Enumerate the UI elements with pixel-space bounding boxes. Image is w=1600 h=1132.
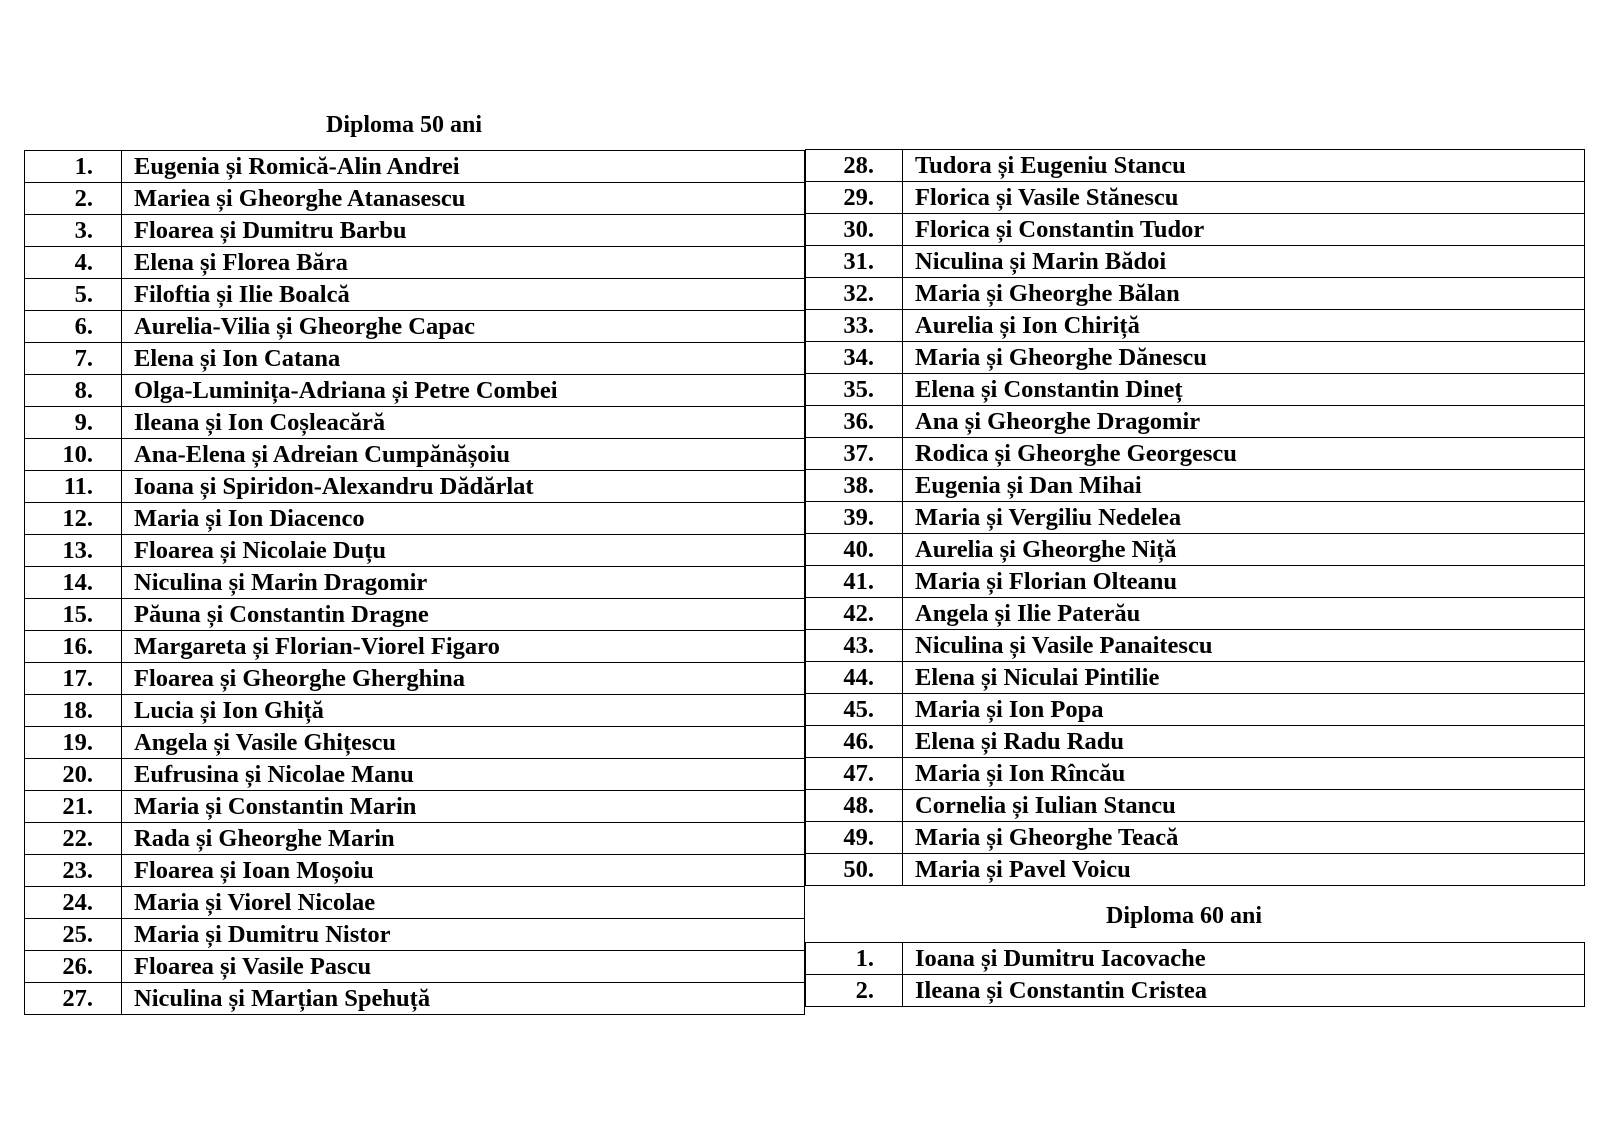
- couple-name: Floarea și Nicolaie Duțu: [122, 535, 805, 567]
- table-row: [806, 822, 1585, 854]
- row-number: 5.: [25, 279, 122, 311]
- couple-name: Angela și Ilie Paterău: [903, 598, 1585, 630]
- row-number: 36.: [806, 406, 903, 438]
- couple-name: Aurelia-Vilia și Gheorghe Capac: [122, 311, 805, 343]
- couple-name: Floarea și Vasile Pascu: [122, 951, 805, 983]
- diploma-50-table-left: [24, 150, 805, 1015]
- table-row: [806, 726, 1585, 758]
- couple-name: Olga-Luminița-Adriana și Petre Combei: [122, 375, 805, 407]
- row-number: 21.: [25, 791, 122, 823]
- couple-name: Maria și Viorel Nicolae: [122, 887, 805, 919]
- couple-name: Filoftia și Ilie Boalcă: [122, 279, 805, 311]
- row-number: 40.: [806, 534, 903, 566]
- row-number: 34.: [806, 342, 903, 374]
- row-number: 46.: [806, 726, 903, 758]
- couple-name: Angela și Vasile Ghițescu: [122, 727, 805, 759]
- couple-name: Rada și Gheorghe Marin: [122, 823, 805, 855]
- row-number: 16.: [25, 631, 122, 663]
- couple-name: Elena și Niculai Pintilie: [903, 662, 1585, 694]
- table-row: [806, 630, 1585, 662]
- row-number: 11.: [25, 471, 122, 503]
- row-number: 37.: [806, 438, 903, 470]
- couple-name: Maria și Ion Rîncău: [903, 758, 1585, 790]
- table-row: [25, 663, 805, 695]
- couple-name: Ana-Elena și Adreian Cumpănășoiu: [122, 439, 805, 471]
- row-number: 23.: [25, 855, 122, 887]
- couple-name: Niculina și Marin Bădoi: [903, 246, 1585, 278]
- table-row: [25, 439, 805, 471]
- couple-name: Eugenia și Romică-Alin Andrei: [122, 151, 805, 183]
- row-number: 43.: [806, 630, 903, 662]
- couple-name: Ioana și Dumitru Iacovache: [903, 943, 1585, 975]
- row-number: 14.: [25, 567, 122, 599]
- table-row: [806, 246, 1585, 278]
- couple-name: Lucia și Ion Ghiță: [122, 695, 805, 727]
- table-row: [806, 470, 1585, 502]
- couple-name: Eufrusina și Nicolae Manu: [122, 759, 805, 791]
- couple-name: Floarea și Dumitru Barbu: [122, 215, 805, 247]
- couple-name: Margareta și Florian-Viorel Figaro: [122, 631, 805, 663]
- table-row: [806, 406, 1585, 438]
- table-row: [806, 943, 1585, 975]
- couple-name: Niculina și Marin Dragomir: [122, 567, 805, 599]
- couple-name: Florica și Constantin Tudor: [903, 214, 1585, 246]
- table-row: [25, 791, 805, 823]
- row-number: 49.: [806, 822, 903, 854]
- couple-name: Maria și Pavel Voicu: [903, 854, 1585, 886]
- row-number: 20.: [25, 759, 122, 791]
- table-row: [25, 567, 805, 599]
- table-row: [806, 758, 1585, 790]
- table-row: [806, 662, 1585, 694]
- table-row: [25, 343, 805, 375]
- couple-name: Tudora și Eugeniu Stancu: [903, 150, 1585, 182]
- table-row: [806, 214, 1585, 246]
- row-number: 12.: [25, 503, 122, 535]
- couple-name: Elena și Radu Radu: [903, 726, 1585, 758]
- table-row: [806, 438, 1585, 470]
- table-row: [806, 150, 1585, 182]
- table-row: [25, 471, 805, 503]
- couple-name: Ileana și Constantin Cristea: [903, 975, 1585, 1007]
- table-row: [806, 534, 1585, 566]
- row-number: 6.: [25, 311, 122, 343]
- couple-name: Elena și Constantin Dineț: [903, 374, 1585, 406]
- table-row: [806, 694, 1585, 726]
- couple-name: Floarea și Gheorghe Gherghina: [122, 663, 805, 695]
- couple-name: Ileana și Ion Coșleacără: [122, 407, 805, 439]
- row-number: 50.: [806, 854, 903, 886]
- table-row: [806, 182, 1585, 214]
- diploma-50-table-right: [805, 149, 1585, 886]
- couple-name: Maria și Florian Olteanu: [903, 566, 1585, 598]
- row-number: 24.: [25, 887, 122, 919]
- couple-name: Mariea și Gheorghe Atanasescu: [122, 183, 805, 215]
- couple-name: Maria și Dumitru Nistor: [122, 919, 805, 951]
- table-row: [806, 342, 1585, 374]
- table-row: [806, 374, 1585, 406]
- diploma-50-heading: Diploma 50 ani: [326, 112, 483, 138]
- row-number: 1.: [25, 151, 122, 183]
- couple-name: Cornelia și Iulian Stancu: [903, 790, 1585, 822]
- couple-name: Elena și Florea Băra: [122, 247, 805, 279]
- row-number: 41.: [806, 566, 903, 598]
- row-number: 18.: [25, 695, 122, 727]
- table-row: [25, 919, 805, 951]
- couple-name: Niculina și Marțian Spehuță: [122, 983, 805, 1015]
- row-number: 22.: [25, 823, 122, 855]
- table-row: [806, 854, 1585, 886]
- table-row: [806, 566, 1585, 598]
- row-number: 17.: [25, 663, 122, 695]
- row-number: 10.: [25, 439, 122, 471]
- row-number: 7.: [25, 343, 122, 375]
- row-number: 13.: [25, 535, 122, 567]
- couple-name: Maria și Gheorghe Teacă: [903, 822, 1585, 854]
- couple-name: Floarea și Ioan Moșoiu: [122, 855, 805, 887]
- table-row: [25, 407, 805, 439]
- couple-name: Maria și Constantin Marin: [122, 791, 805, 823]
- row-number: 29.: [806, 182, 903, 214]
- couple-name: Maria și Ion Popa: [903, 694, 1585, 726]
- row-number: 38.: [806, 470, 903, 502]
- table-row: [25, 759, 805, 791]
- diploma-60-table: [805, 942, 1585, 1007]
- couple-name: Maria și Gheorghe Dănescu: [903, 342, 1585, 374]
- diploma-60-heading: Diploma 60 ani: [1106, 903, 1263, 929]
- couple-name: Aurelia și Ion Chiriță: [903, 310, 1585, 342]
- row-number: 4.: [25, 247, 122, 279]
- row-number: 2.: [806, 975, 903, 1007]
- table-row: [806, 310, 1585, 342]
- table-row: [25, 855, 805, 887]
- couple-name: Aurelia și Gheorghe Niță: [903, 534, 1585, 566]
- row-number: 31.: [806, 246, 903, 278]
- table-row: [806, 278, 1585, 310]
- couple-name: Elena și Ion Catana: [122, 343, 805, 375]
- row-number: 44.: [806, 662, 903, 694]
- row-number: 47.: [806, 758, 903, 790]
- couple-name: Păuna și Constantin Dragne: [122, 599, 805, 631]
- table-row: [25, 215, 805, 247]
- table-row: [25, 375, 805, 407]
- table-row: [25, 247, 805, 279]
- table-row: [25, 279, 805, 311]
- row-number: 42.: [806, 598, 903, 630]
- table-row: [25, 183, 805, 215]
- table-row: [25, 983, 805, 1015]
- table-row: [25, 535, 805, 567]
- row-number: 19.: [25, 727, 122, 759]
- row-number: 3.: [25, 215, 122, 247]
- row-number: 15.: [25, 599, 122, 631]
- row-number: 1.: [806, 943, 903, 975]
- row-number: 48.: [806, 790, 903, 822]
- table-row: [25, 599, 805, 631]
- row-number: 25.: [25, 919, 122, 951]
- couple-name: Florica și Vasile Stănescu: [903, 182, 1585, 214]
- row-number: 32.: [806, 278, 903, 310]
- table-row: [25, 151, 805, 183]
- table-row: [25, 695, 805, 727]
- row-number: 45.: [806, 694, 903, 726]
- couple-name: Maria și Vergiliu Nedelea: [903, 502, 1585, 534]
- table-row: [25, 951, 805, 983]
- row-number: 30.: [806, 214, 903, 246]
- couple-name: Maria și Gheorghe Bălan: [903, 278, 1585, 310]
- couple-name: Maria și Ion Diacenco: [122, 503, 805, 535]
- row-number: 39.: [806, 502, 903, 534]
- couple-name: Niculina și Vasile Panaitescu: [903, 630, 1585, 662]
- couple-name: Eugenia și Dan Mihai: [903, 470, 1585, 502]
- table-row: [25, 503, 805, 535]
- row-number: 33.: [806, 310, 903, 342]
- table-row: [25, 823, 805, 855]
- table-row: [806, 975, 1585, 1007]
- table-row: [806, 502, 1585, 534]
- row-number: 35.: [806, 374, 903, 406]
- table-row: [25, 727, 805, 759]
- table-row: [25, 311, 805, 343]
- couple-name: Rodica și Gheorghe Georgescu: [903, 438, 1585, 470]
- couple-name: Ioana și Spiridon-Alexandru Dădărlat: [122, 471, 805, 503]
- row-number: 26.: [25, 951, 122, 983]
- row-number: 2.: [25, 183, 122, 215]
- table-row: [25, 887, 805, 919]
- couple-name: Ana și Gheorghe Dragomir: [903, 406, 1585, 438]
- table-row: [806, 790, 1585, 822]
- table-row: [25, 631, 805, 663]
- row-number: 8.: [25, 375, 122, 407]
- row-number: 28.: [806, 150, 903, 182]
- table-row: [806, 598, 1585, 630]
- row-number: 27.: [25, 983, 122, 1015]
- row-number: 9.: [25, 407, 122, 439]
